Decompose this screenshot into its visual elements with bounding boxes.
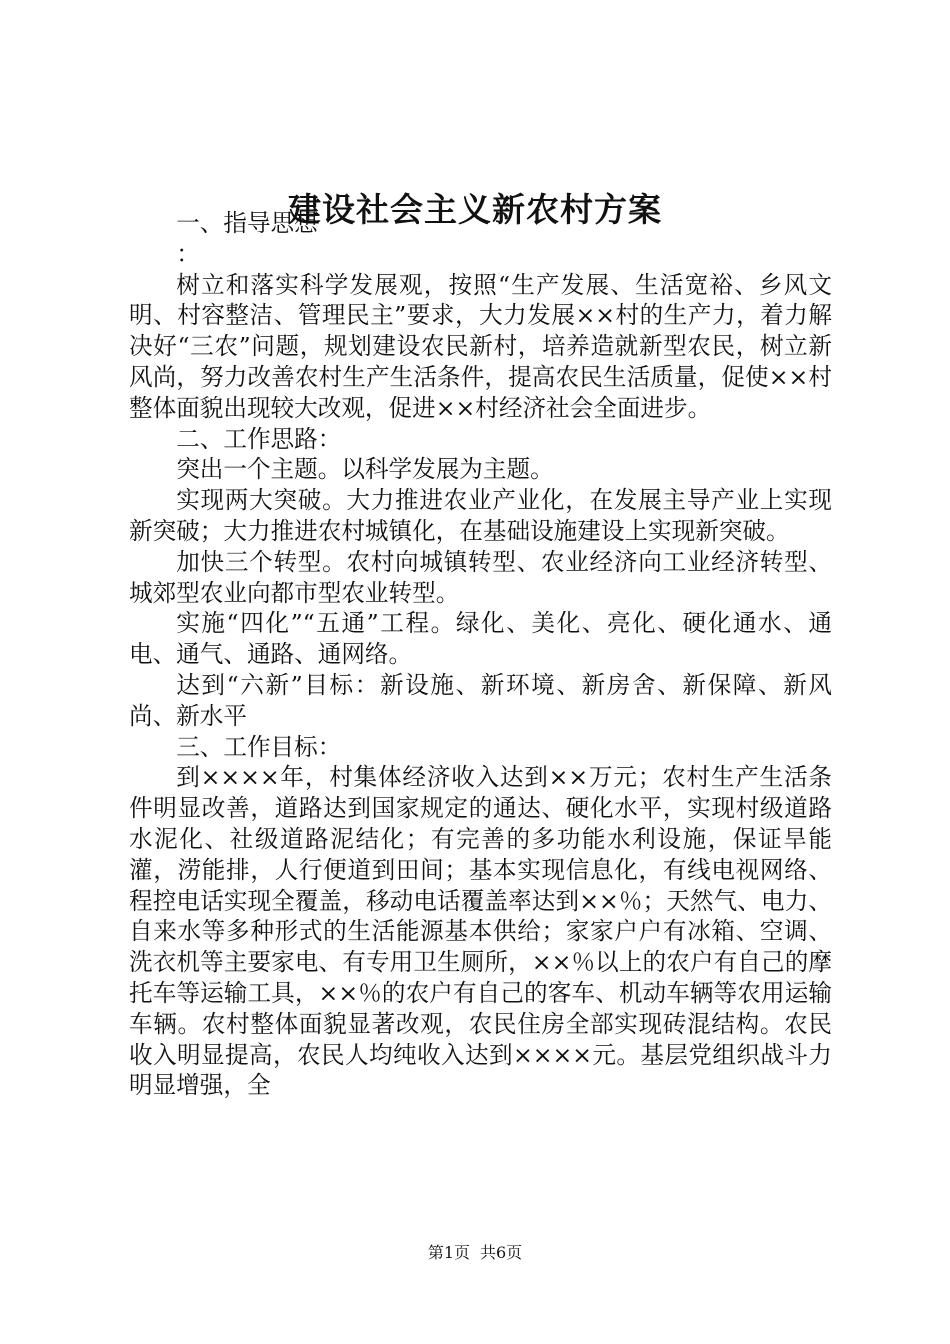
section-heading-guiding-thought: 一、指导思想 <box>176 209 318 237</box>
section-heading-work-goals: 三、工作目标： <box>176 732 342 761</box>
colon-line: ： <box>176 239 200 268</box>
page-number: 第1页 <box>427 1243 470 1262</box>
section-heading-work-approach: 二、工作思路： <box>176 424 342 453</box>
paragraph-six-new-goals: 达到“六新”目标：新设施、新环境、新房舍、新保障、新风尚、新水平 <box>129 670 832 730</box>
paragraph-three-transformations: 加快三个转型。农村向城镇转型、农业经济向工业经济转型、城郊型农业向都市型农业转型。 <box>129 547 832 607</box>
paragraph-two-breakthroughs: 实现两大突破。大力推进农业产业化，在发展主导产业上实现新突破；大力推进农村城镇化，在基础设施建设上实现新突破。 <box>129 486 832 545</box>
document-body <box>129 208 832 1101</box>
paragraph-one-theme: 突出一个主题。以科学发展为主题。 <box>176 455 554 484</box>
paragraph-guiding-thought: 树立和落实科学发展观，按照“生产发展、生活宽裕、乡风文明、村容整洁、管理民主”要求，大力发展××村的生产力，着力解决好“三农”问题，规划建设农民新村，培养造就新型农民，树立新风尚，努力改善农村生产生活条件，提高农民生活质量，促使××村整体面貌出现较大改观，促进××村经济社会全面进步。 <box>129 270 832 422</box>
document-title: 建设社会主义新农村方案 <box>288 190 662 229</box>
page-footer <box>0 1242 950 1264</box>
paragraph-work-goals: 到××××年，村集体经济收入达到××万元；农村生产生活条件明显改善，道路达到国家规定的通达、硬化水平，实现村级道路水泥化、社级道路泥结化；有完善的多功能水利设施，保证旱能灌，涝能排，人行便道到田间；基本实现信息化，有线电视网络、程控电话实现全覆盖，移动电话覆盖率达到××％；天然气、电力、自来水等多种形式的生活能源基本供给；家家户户有冰箱、空调、洗衣机等主要家电、有专用卫生厕所，××％以上的农户有自己的摩托车等运输工具，××％的农户有自己的客车、机动车辆等农用运输车辆。农村整体面貌显著改观，农民住房全部实现砖混结构。农民收入明显提高，农民人均纯收入达到××××元。基层党组织战斗力明显增强，全 <box>129 763 832 1100</box>
page-total: 共6页 <box>480 1243 523 1262</box>
paragraph-four-five-projects: 实施“四化”“五通”工程。绿化、美化、亮化、硬化通水、通电、通气、通路、通网络。 <box>129 609 832 669</box>
